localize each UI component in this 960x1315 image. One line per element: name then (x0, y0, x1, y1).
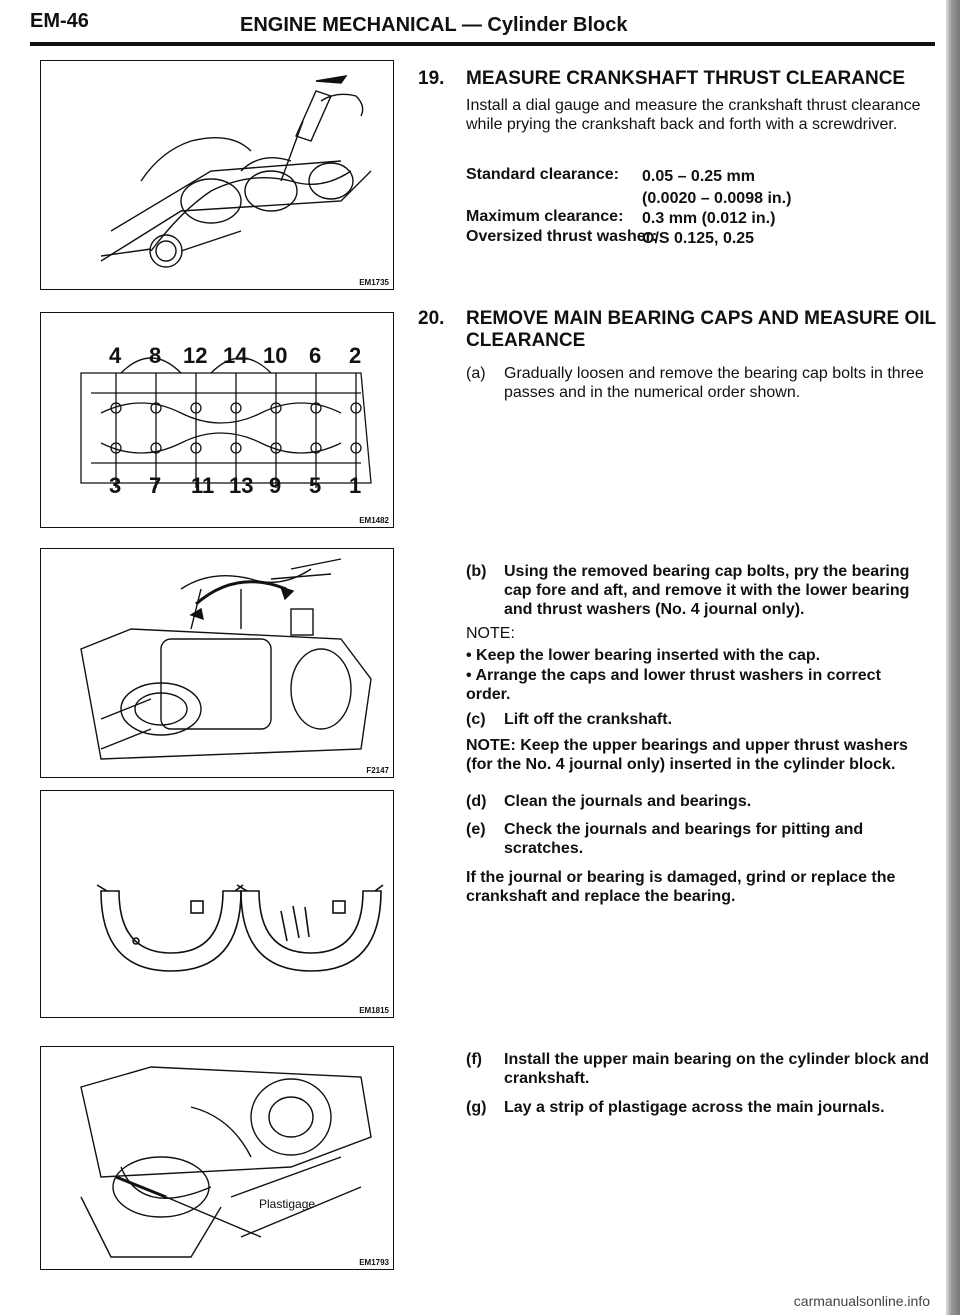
figure-dial-gauge (40, 60, 394, 290)
bolt-number: 14 (223, 343, 248, 368)
step-heading: CLEARANCE (466, 330, 586, 351)
page-title: ENGINE MECHANICAL — Cylinder Block (240, 14, 628, 36)
plastigage-illustration (41, 1047, 393, 1269)
spec-label: Oversized thrust washer: (466, 228, 658, 245)
bearing-cap-bolt-order-illustration (41, 313, 393, 527)
bolt-number: 12 (183, 343, 208, 368)
bolt-number: 11 (191, 473, 215, 498)
spec-label: Maximum clearance: (466, 208, 624, 225)
figure-code: EM1815 (359, 1006, 389, 1015)
bolt-number: 6 (309, 343, 322, 368)
figure-bolt-order (40, 312, 394, 528)
dial-gauge-illustration (41, 61, 393, 289)
figure-pry-cap (40, 548, 394, 778)
substep-label: (b) (466, 563, 487, 580)
watermark: carmanualsonline.info (793, 1293, 930, 1309)
substep-text: Clean the journals and bearings. (504, 793, 752, 810)
bolt-number: 9 (269, 473, 282, 498)
bolt-number: 4 (109, 343, 122, 368)
header-rule (30, 42, 935, 46)
spec-value: O/S 0.125, 0.25 (642, 230, 755, 247)
step-body: Install a dial gauge and measure the crankshaft thrust clearance while prying the crankshaft back and forth with a screwdriver. (466, 97, 921, 133)
substep-text: Lay a strip of plastigage across the main journals. (504, 1099, 885, 1116)
bearing-halves-illustration (41, 791, 393, 1017)
substep-followup: If the journal or bearing is damaged, grind or replace the crankshaft and replace the bearing. (466, 869, 896, 905)
figure-plastigage (40, 1046, 394, 1270)
substep-text: Lift off the crankshaft. (504, 711, 673, 728)
substep-label: (f) (466, 1051, 482, 1068)
bolt-number: 2 (349, 343, 362, 368)
spec-value: 0.3 mm (0.012 in.) (642, 210, 776, 227)
note-item: • Keep the lower bearing inserted with the cap. (466, 647, 821, 664)
step-heading: MEASURE CRANKSHAFT THRUST CLEARANCE (466, 68, 906, 89)
bolt-number: 5 (309, 473, 322, 498)
spec-label: Standard clearance: (466, 166, 619, 183)
figure-code: EM1793 (359, 1258, 389, 1267)
substep-text: Check the journals and bearings for pitting and scratches. (504, 821, 864, 857)
spec-value: (0.0020 – 0.0098 in.) (642, 190, 792, 207)
bolt-number: 10 (263, 343, 288, 368)
figure-code: EM1482 (359, 516, 389, 525)
bolt-number: 13 (229, 473, 254, 498)
bolt-number: 1 (349, 473, 362, 498)
page-edge-shadow (946, 0, 960, 1315)
substep-text: Install the upper main bearing on the cylinder block and crankshaft. (504, 1051, 929, 1087)
plastigage-label: Plastigage (259, 1197, 316, 1211)
spec-value: 0.05 – 0.25 mm (642, 168, 755, 185)
note-item: • Arrange the caps and lower thrust washers in correct order. (466, 667, 881, 703)
substep-label: (g) (466, 1099, 487, 1116)
substep-label: (d) (466, 793, 487, 810)
bolt-number: 3 (109, 473, 122, 498)
step-number: 19. (418, 68, 445, 89)
figure-code: EM1735 (359, 278, 389, 287)
bolt-number: 7 (149, 473, 162, 498)
substep-label: (e) (466, 821, 486, 838)
figure-code: F2147 (366, 766, 389, 775)
figure-bearings (40, 790, 394, 1018)
substep-label: (c) (466, 711, 486, 728)
substep-text: Gradually loosen and remove the bearing cap bolts in three passes and in the numerical order shown. (504, 365, 924, 401)
substep-text: Using the removed bearing cap bolts, pry the bearing cap fore and aft, and remove it with the lower bearing and thrust washers (No. 4 journal only). (504, 563, 910, 618)
step-number: 20. (418, 308, 445, 329)
step-heading: REMOVE MAIN BEARING CAPS AND MEASURE OIL (466, 308, 937, 329)
note-label: NOTE: (466, 625, 515, 642)
substep-label: (a) (466, 365, 486, 382)
bolt-number: 8 (149, 343, 162, 368)
page-id: EM-46 (30, 10, 89, 32)
note-text: NOTE: Keep the upper bearings and upper thrust washers (for the No. 4 journal only) inserted in the cylinder block. (466, 737, 908, 773)
prying-bearing-cap-illustration (41, 549, 393, 777)
